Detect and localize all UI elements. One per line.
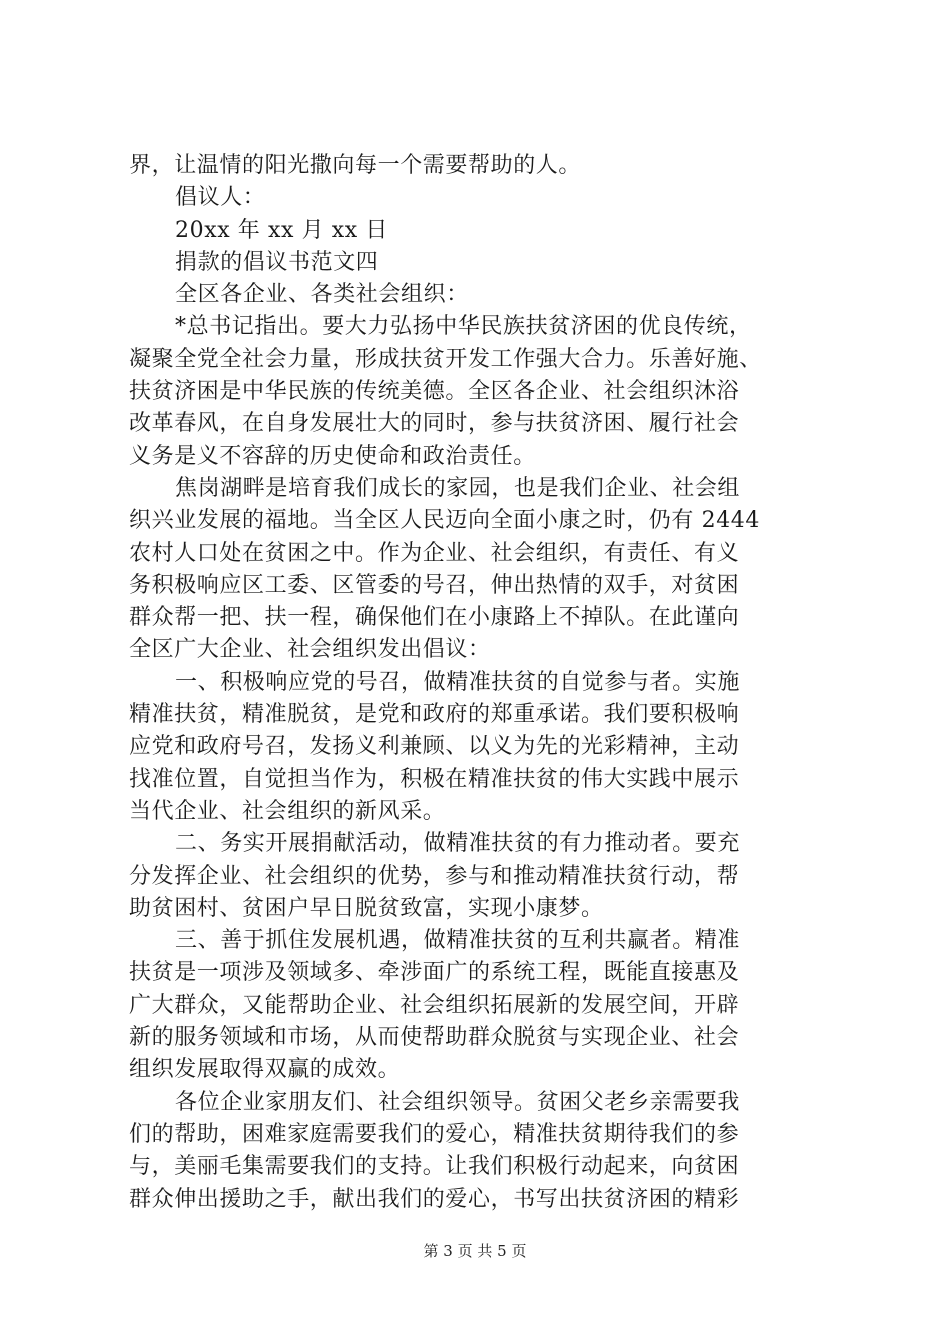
text-line: 广大群众，又能帮助企业、社会组织拓展新的发展空间，开辟 (129, 992, 740, 1018)
text-line: 织兴业发展的福地。当全区人民迈向全面小康之时，仍有 2444 (129, 508, 760, 534)
text-line: 全区各企业、各类社会组织： (175, 282, 469, 308)
text-line: 凝聚全党全社会力量，形成扶贫开发工作强大合力。乐善好施、 (129, 346, 762, 372)
text-line: 群众帮一把、扶一程，确保他们在小康路上不掉队。在此谨向 (129, 605, 740, 631)
text-line: 助贫困村、贫困户早日脱贫致富，实现小康梦。 (129, 895, 604, 921)
page-footer: 第 3 页 共 5 页 (423, 1242, 527, 1260)
text-line: 焦岗湖畔是培育我们成长的家园，也是我们企业、社会组 (175, 475, 741, 501)
text-line: 扶贫是一项涉及领域多、牵涉面广的系统工程，既能直接惠及 (129, 960, 740, 986)
text-line: 分发挥企业、社会组织的优势，参与和推动精准扶贫行动，帮 (129, 863, 740, 889)
text-line: 应党和政府号召，发扬义利兼顾、以义为先的光彩精神，主动 (129, 734, 740, 760)
text-line: 三、善于抓住发展机遇，做精准扶贫的互利共赢者。精准 (175, 928, 741, 954)
text-line: 20xx 年 xx 月 xx 日 (175, 217, 389, 243)
text-line: 新的服务领域和市场，从而使帮助群众脱贫与实现企业、社会 (129, 1025, 740, 1051)
text-line: 与，美丽毛集需要我们的支持。让我们积极行动起来，向贫困 (129, 1154, 740, 1180)
text-line: 精准扶贫，精准脱贫，是党和政府的郑重承诺。我们要积极响 (129, 702, 740, 728)
document-body (129, 150, 829, 1216)
text-line: 倡议人： (175, 185, 266, 211)
text-line: 二、务实开展捐献活动，做精准扶贫的有力推动者。要充 (175, 831, 741, 857)
text-line: 农村人口处在贫困之中。作为企业、社会组织，有责任、有义 (129, 540, 740, 566)
text-line: 改革春风，在自身发展壮大的同时，参与扶贫济困、履行社会 (129, 411, 740, 437)
text-line: 全区广大企业、社会组织发出倡议： (129, 637, 491, 663)
text-line: 找准位置，自觉担当作为，积极在精准扶贫的伟大实践中展示 (129, 766, 740, 792)
text-line: 一、积极响应党的号召，做精准扶贫的自觉参与者。实施 (175, 669, 741, 695)
text-line: 当代企业、社会组织的新风采。 (129, 798, 446, 824)
text-line: 各位企业家朋友们、社会组织领导。贫困父老乡亲需要我 (175, 1089, 741, 1115)
text-line: 界，让温情的阳光撒向每一个需要帮助的人。 (129, 153, 582, 178)
text-line: 扶贫济困是中华民族的传统美德。全区各企业、社会组织沐浴 (129, 379, 740, 405)
text-line: 群众伸出援助之手，献出我们的爱心，书写出扶贫济困的精彩 (129, 1186, 740, 1212)
text-line: 义务是义不容辞的历史使命和政治责任。 (129, 443, 536, 469)
text-line: *总书记指出。要大力弘扬中华民族扶贫济困的优良传统， (175, 314, 752, 340)
text-line: 组织发展取得双赢的成效。 (129, 1057, 401, 1083)
text-line: 们的帮助，困难家庭需要我们的爱心，精准扶贫期待我们的参 (129, 1121, 740, 1147)
text-line: 务积极响应区工委、区管委的号召，伸出热情的双手，对贫困 (129, 572, 740, 598)
text-line: 捐款的倡议书范文四 (175, 249, 379, 275)
